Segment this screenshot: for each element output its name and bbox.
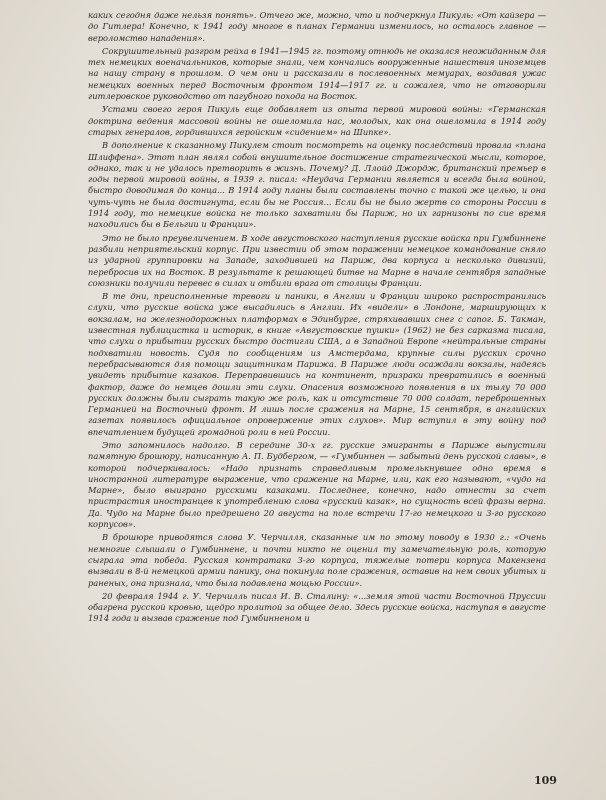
paragraph: Это запомнилось надолго. В середине 30-х гг. русские эмигранты в Париже выпустили памятную брошюру, написанную А. П. Будбергом, — «Гумбиннен — забытый день русской славы», в которой подчеркивалось: «Надо признать справедливым промелькнувшее одно время в иностранной литературе выражение, что сражение на Марне, или, как его называют, «чудо на Марне», было выиграно русскими казаками. Последнее, конечно, надо отнести за счет пристрастия иностранцев к употреблению слова «русский казак», но сущность всей фразы верна. Да. Чудо на Марне было предрешено 20 августа на поле встречи 17-го немецкого и 3-го русского корпусов». (88, 439, 546, 530)
paragraph: В дополнение к сказанному Пикулем стоит посмотреть на оценку последствий провала «плана Шлиффена». Этот план являл собой внушительное достижение стратегической мысли, которое, однако, так и не удалось претворить в жизнь. Почему? Д. Ллойд Джордж, британский премьер в годы первой мировой войны, в 1939 г. писал: «Неудача Германии является и всегда была войной, быстро доводимая до конца... В 1914 году планы были составлены точно с такой же целью, и она чуть-чуть не была достигнута, если бы не Россия... Если бы не было жертв со стороны России в 1914 году, то немецкие войска не только захватили бы Париж, но их гарнизоны по сие время находились бы в Бельгии и Франции». (88, 140, 546, 230)
paragraph: 20 февраля 1944 г. У. Черчилль писал И. В. Сталину: «...земля этой части Восточной Пруссии обагрена русской кровью, щедро пролитой за общее дело. Здесь русские войска, наступая в августе 1914 года и вызвав сражение под Гумбинненом и (88, 590, 546, 624)
paragraph: каких сегодня даже нельзя понять». Отчего же, можно, что и подчеркнул Пикуль: «От кайзера — до Гитлера! Конечно, к 1941 году многое в планах Германии изменилось, но осталось главное — вероломство нападения». (88, 10, 546, 43)
paragraph: Это не было преувеличением. В ходе августовского наступления русские войска при Гумбиннене разбили неприятельский корпус. При известии об этом поражении немецкое командование сняло из ударной группировки на Западе, заходившей на Париж, два корпуса и несколько дивизий, перебросив их на Восток. В результате к решающей битве на Марне в начале сентября западные союзники получили перевес в силах и отбили врага от столицы Франции. (88, 232, 546, 288)
paragraph: Устами своего героя Пикуль еще добавляет из опыта первой мировой войны: «Германская доктрина ведения массовой войны не ошеломила нас, молодых, как она ошеломила в 1914 году старых генералов, гордившихся геройским «сидением» на Шипке». (88, 104, 546, 137)
paragraph: В брошюре приводятся слова У. Черчилля, сказанные им по этому поводу в 1930 г.: «Очень немногие слышали о Гумбиннене, и почти никто не оценил ту замечательную роль, которую сыграла эта победа. Русская контратака 3-го корпуса, тяжелые потери корпуса Макензена вызвали в 8-й немецкой армии панику, она покинула поле сражения, оставив на нем своих убитых и раненых, она признала, что была подавлена мощью России». (88, 532, 546, 588)
page-number: 109 (534, 774, 557, 787)
body-text (88, 10, 546, 627)
paragraph: Сокрушительный разгром рейха в 1941—1945 гг. поэтому отнюдь не оказался неожиданным для тех немецких военачальников, которые знали, чем кончались вооруженные нашествия иноземцев на нашу страну в прошлом. О чем они и рассказали в послевоенных мемуарах, воздавая ужас немецких военных перед Восточным фронтом 1914—1917 гг. и сожалея, что не отговорили гитлеровское руководство от пагубного похода на Восток. (88, 45, 546, 102)
paragraph: В те дни, преисполненные тревоги и паники, в Англии и Франции широко распространились слухи, что русские войска уже высадились в Англии. Их «видели» в Лондоне, марширующих к вокзалам, на железнодорожных платформах в Эдинбурге, стряхивавших снег с сапог. Б. Такман, известная публицистка и историк, в книге «Августовские пушки» (1962) не без сарказма писала, что слухи о прибытии русских быстро достигли США, а в Западной Европе «нейтральные страны подхватили новость. Судя по сообщениям из Амстердама, крупные силы русских срочно перебрасываются для помощи защитникам Парижа. В Париже люди осаждали вокзалы, надеясь увидеть прибытие казаков. Переправившись на континент, призраки превратились в военный фактор, даже до немцев дошли эти слухи. Опасения возможного появления в их тылу 70 000 русских должны были сыграть такую же роль, как и отсутствие 70 000 солдат, переброшенных Германией на Восточный фронт. И лишь после сражения на Марне, 15 сентября, в английских газетах появилось официальное опровержение этих слухов». Мир вступил в эту войну под впечатлением будущей громадной роли в ней России. (88, 291, 546, 437)
